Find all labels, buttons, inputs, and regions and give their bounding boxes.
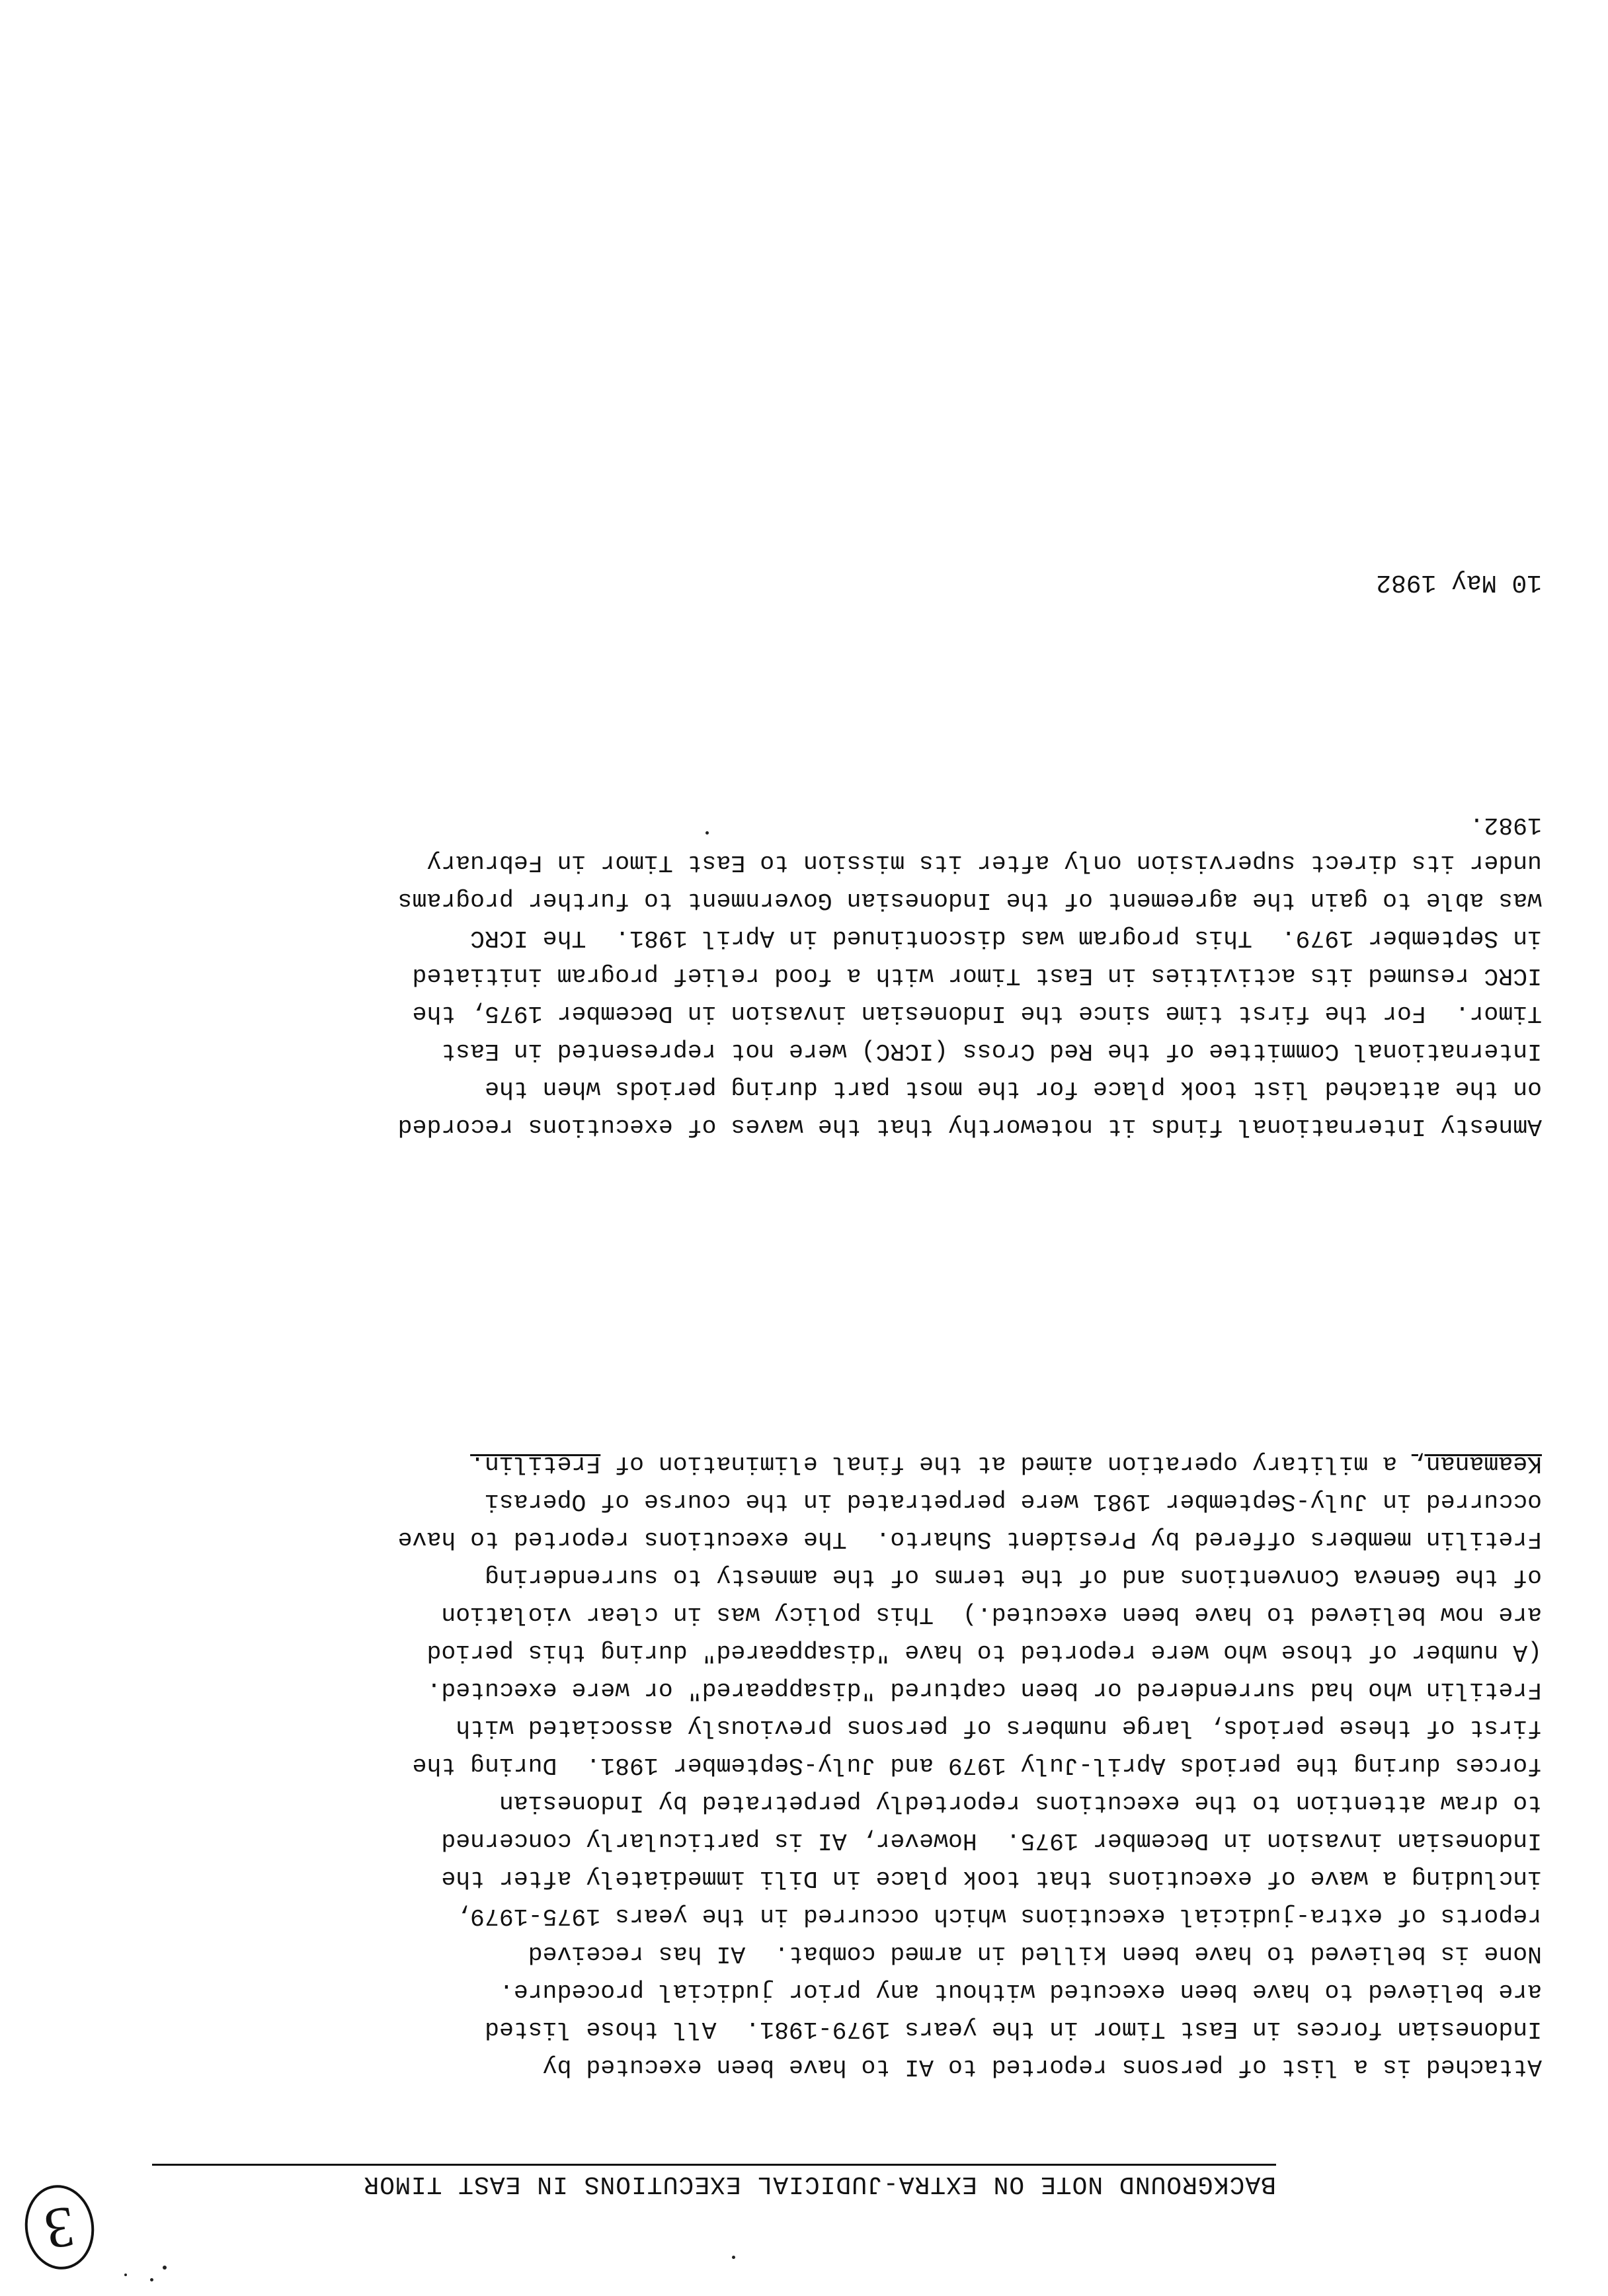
text-line: including a wave of executions that took place in Dili immediately after the <box>441 1865 1542 1892</box>
text-line: in September 1979. This program was discontinued in April 1981. The ICRC <box>470 924 1542 952</box>
document-date: 10 May 1982 <box>1376 568 1542 596</box>
text-line: Indonesian forces in East Timor in the years 1979-1981. All those listed <box>485 2016 1542 2043</box>
scan-speck <box>732 2256 735 2259</box>
page-number: 3 <box>20 2180 100 2274</box>
document-title: BACKGROUND NOTE ON EXTRA-JUDICIAL EXECUTIONS IN EAST TIMOR <box>152 2164 1276 2198</box>
paragraph-icrc <box>87 806 1542 1145</box>
text-line: Fretilin members offered by President Suharto. The executions reported to have <box>397 1526 1542 1553</box>
text-line: occurred in July-September 1981 were perpetrated in the course of Operasi <box>485 1488 1542 1515</box>
text-line: on the attached list took place for the most part during periods when the <box>485 1075 1542 1102</box>
text-line: (A number of those who were reported to have "disappeared" during this period <box>426 1639 1542 1666</box>
text-line: was able to gain the agreement of the Indonesian Government to further programs <box>397 887 1542 914</box>
text-line: Indonesian invasion in December 1975. However, AI is particularly concerned <box>441 1827 1542 1854</box>
text-line: International Committee of the Red Cross (ICRC) were not represented in East <box>441 1038 1542 1065</box>
text-line: None is believed to have been killed in armed combat. AI has received <box>528 1940 1542 1967</box>
organization-name: Fretilin. <box>470 1450 601 1477</box>
scan-speck <box>705 831 709 835</box>
text-line: Timor. For the first time since the Indonesian invasion in December 1975, the <box>412 1000 1542 1027</box>
scan-speck <box>163 2266 167 2270</box>
text-line: are believed to have been executed without any prior judicial procedure. <box>499 1978 1542 2005</box>
operation-name: Keamanan, <box>1411 1450 1542 1477</box>
text-line: under its direct supervision only after its mission to East Timor in February <box>426 849 1542 876</box>
text-line: ICRC resumed its activities in East Timor with a food relief program initiated <box>412 962 1542 989</box>
text-line: Attached is a list of persons reported to AI to have been executed by <box>542 2053 1542 2080</box>
text-line: 1982. <box>1469 811 1542 839</box>
text-line: first of these periods, large numbers of persons previously associated with <box>456 1714 1542 1741</box>
text-line: of the Geneva Conventions and of the terms of the amnesty to surrendering <box>485 1563 1542 1590</box>
text-line: forces during the periods April-July 1979 and July-September 1981. During the <box>412 1752 1542 1779</box>
text-fragment: a military operation aimed at the final elimination of <box>615 1450 1397 1477</box>
text-line: Fretilin who had surrendered or been captured "disappeared" or were executed. <box>426 1676 1542 1703</box>
scan-speck <box>150 2278 153 2281</box>
scan-speck <box>124 2274 127 2276</box>
paragraph-introduction <box>87 1445 1542 2086</box>
text-line: reports of extra-judicial executions which occurred in the years 1975-1979, <box>456 1903 1542 1930</box>
text-line: are now believed to have been executed.) This policy was in clear violation <box>441 1601 1542 1628</box>
text-line-final <box>87 1445 1542 1483</box>
text-line: Amnesty International finds it noteworthy that the waves of executions recorded <box>397 1113 1542 1140</box>
text-line: to draw attention to the executions reportedly perpetrated by Indonesian <box>499 1789 1542 1817</box>
